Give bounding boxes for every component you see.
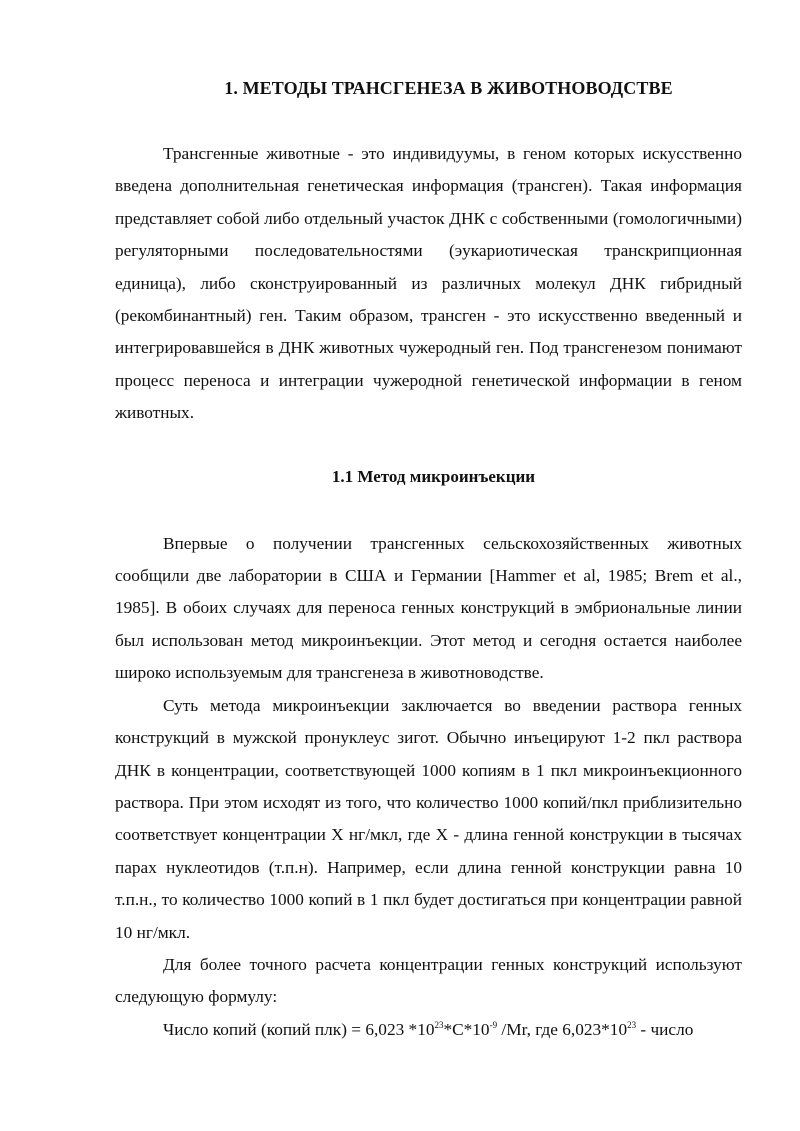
- chapter-title: 1. МЕТОДЫ ТРАНСГЕНЕЗА В ЖИВОТНОВОДСТВЕ: [224, 78, 673, 98]
- spacer: [115, 430, 742, 461]
- formula-exponent-3: 23: [627, 1019, 637, 1030]
- intro-paragraph: Трансгенные животные - это индивидуумы, в геном которых искусственно введена дополнительная генетическая информация (трансген). Такая информация представляет собой либо отдельный участок ДНК с собственными (гомологичными) регуляторными последовательностями (эукариотическая транскрипционная единица), либо сконструированный из различных молекул ДНК гибридный (рекомбинантный) ген. Таким образом, трансген - это искусственно введенный и интегрировавшейся в ДНК животных чужеродный ген. Под трансгенезом понимают процесс переноса и интеграции чужеродной генетической информации в геном животных.: [115, 144, 742, 423]
- formula-part-1: Число копий (копий плк) = 6,023 *10: [163, 1019, 435, 1039]
- formula-exponent-1: 23: [434, 1019, 444, 1030]
- spacer: [115, 104, 742, 138]
- section-paragraph-3: Для более точного расчета концентрации генных конструкций используют следующую формулу:: [115, 954, 742, 1007]
- section-title: 1.1 Метод микроинъекции: [331, 466, 536, 486]
- formula-line: [115, 1014, 742, 1046]
- section-paragraph-1: Впервые о получении трансгенных сельскохозяйственных животных сообщили две лаборатории в США и Германии [Hammer et al, 1985; Brem et al., 1985]. В обоих случаях для переноса генных конструкций в эмбриональные линии был использован метод микроинъекции. Этот метод и сегодня остается наиболее широко используемым для трансгенеза в животноводстве.: [115, 533, 742, 683]
- formula-part-2: *C*10: [443, 1019, 490, 1039]
- formula-exponent-2: -9: [489, 1019, 498, 1030]
- spacer: [115, 493, 742, 528]
- document-content: [115, 72, 742, 1046]
- formula-part-4: - число: [636, 1019, 694, 1039]
- section-paragraph-2: Суть метода микроинъекции заключается во введении раствора генных конструкций в мужской пронуклеус зигот. Обычно инъецируют 1-2 пкл раствора ДНК в концентрации, соответствующей 1000 копиям в 1 пкл микроинъекционного раствора. При этом исходят из того, что количество 1000 копий/пкл приблизительно соответствует концентрации X нг/мкл, где X - длина генной конструкции в тысячах парах нуклеотидов (т.п.н). Например, если длина генной конструкции равна 10 т.п.н., то количество 1000 копий в 1 пкл будет достигаться при концентрации равной 10 нг/мкл.: [115, 695, 742, 942]
- formula-part-3: /Mr, где 6,023*10: [497, 1019, 628, 1039]
